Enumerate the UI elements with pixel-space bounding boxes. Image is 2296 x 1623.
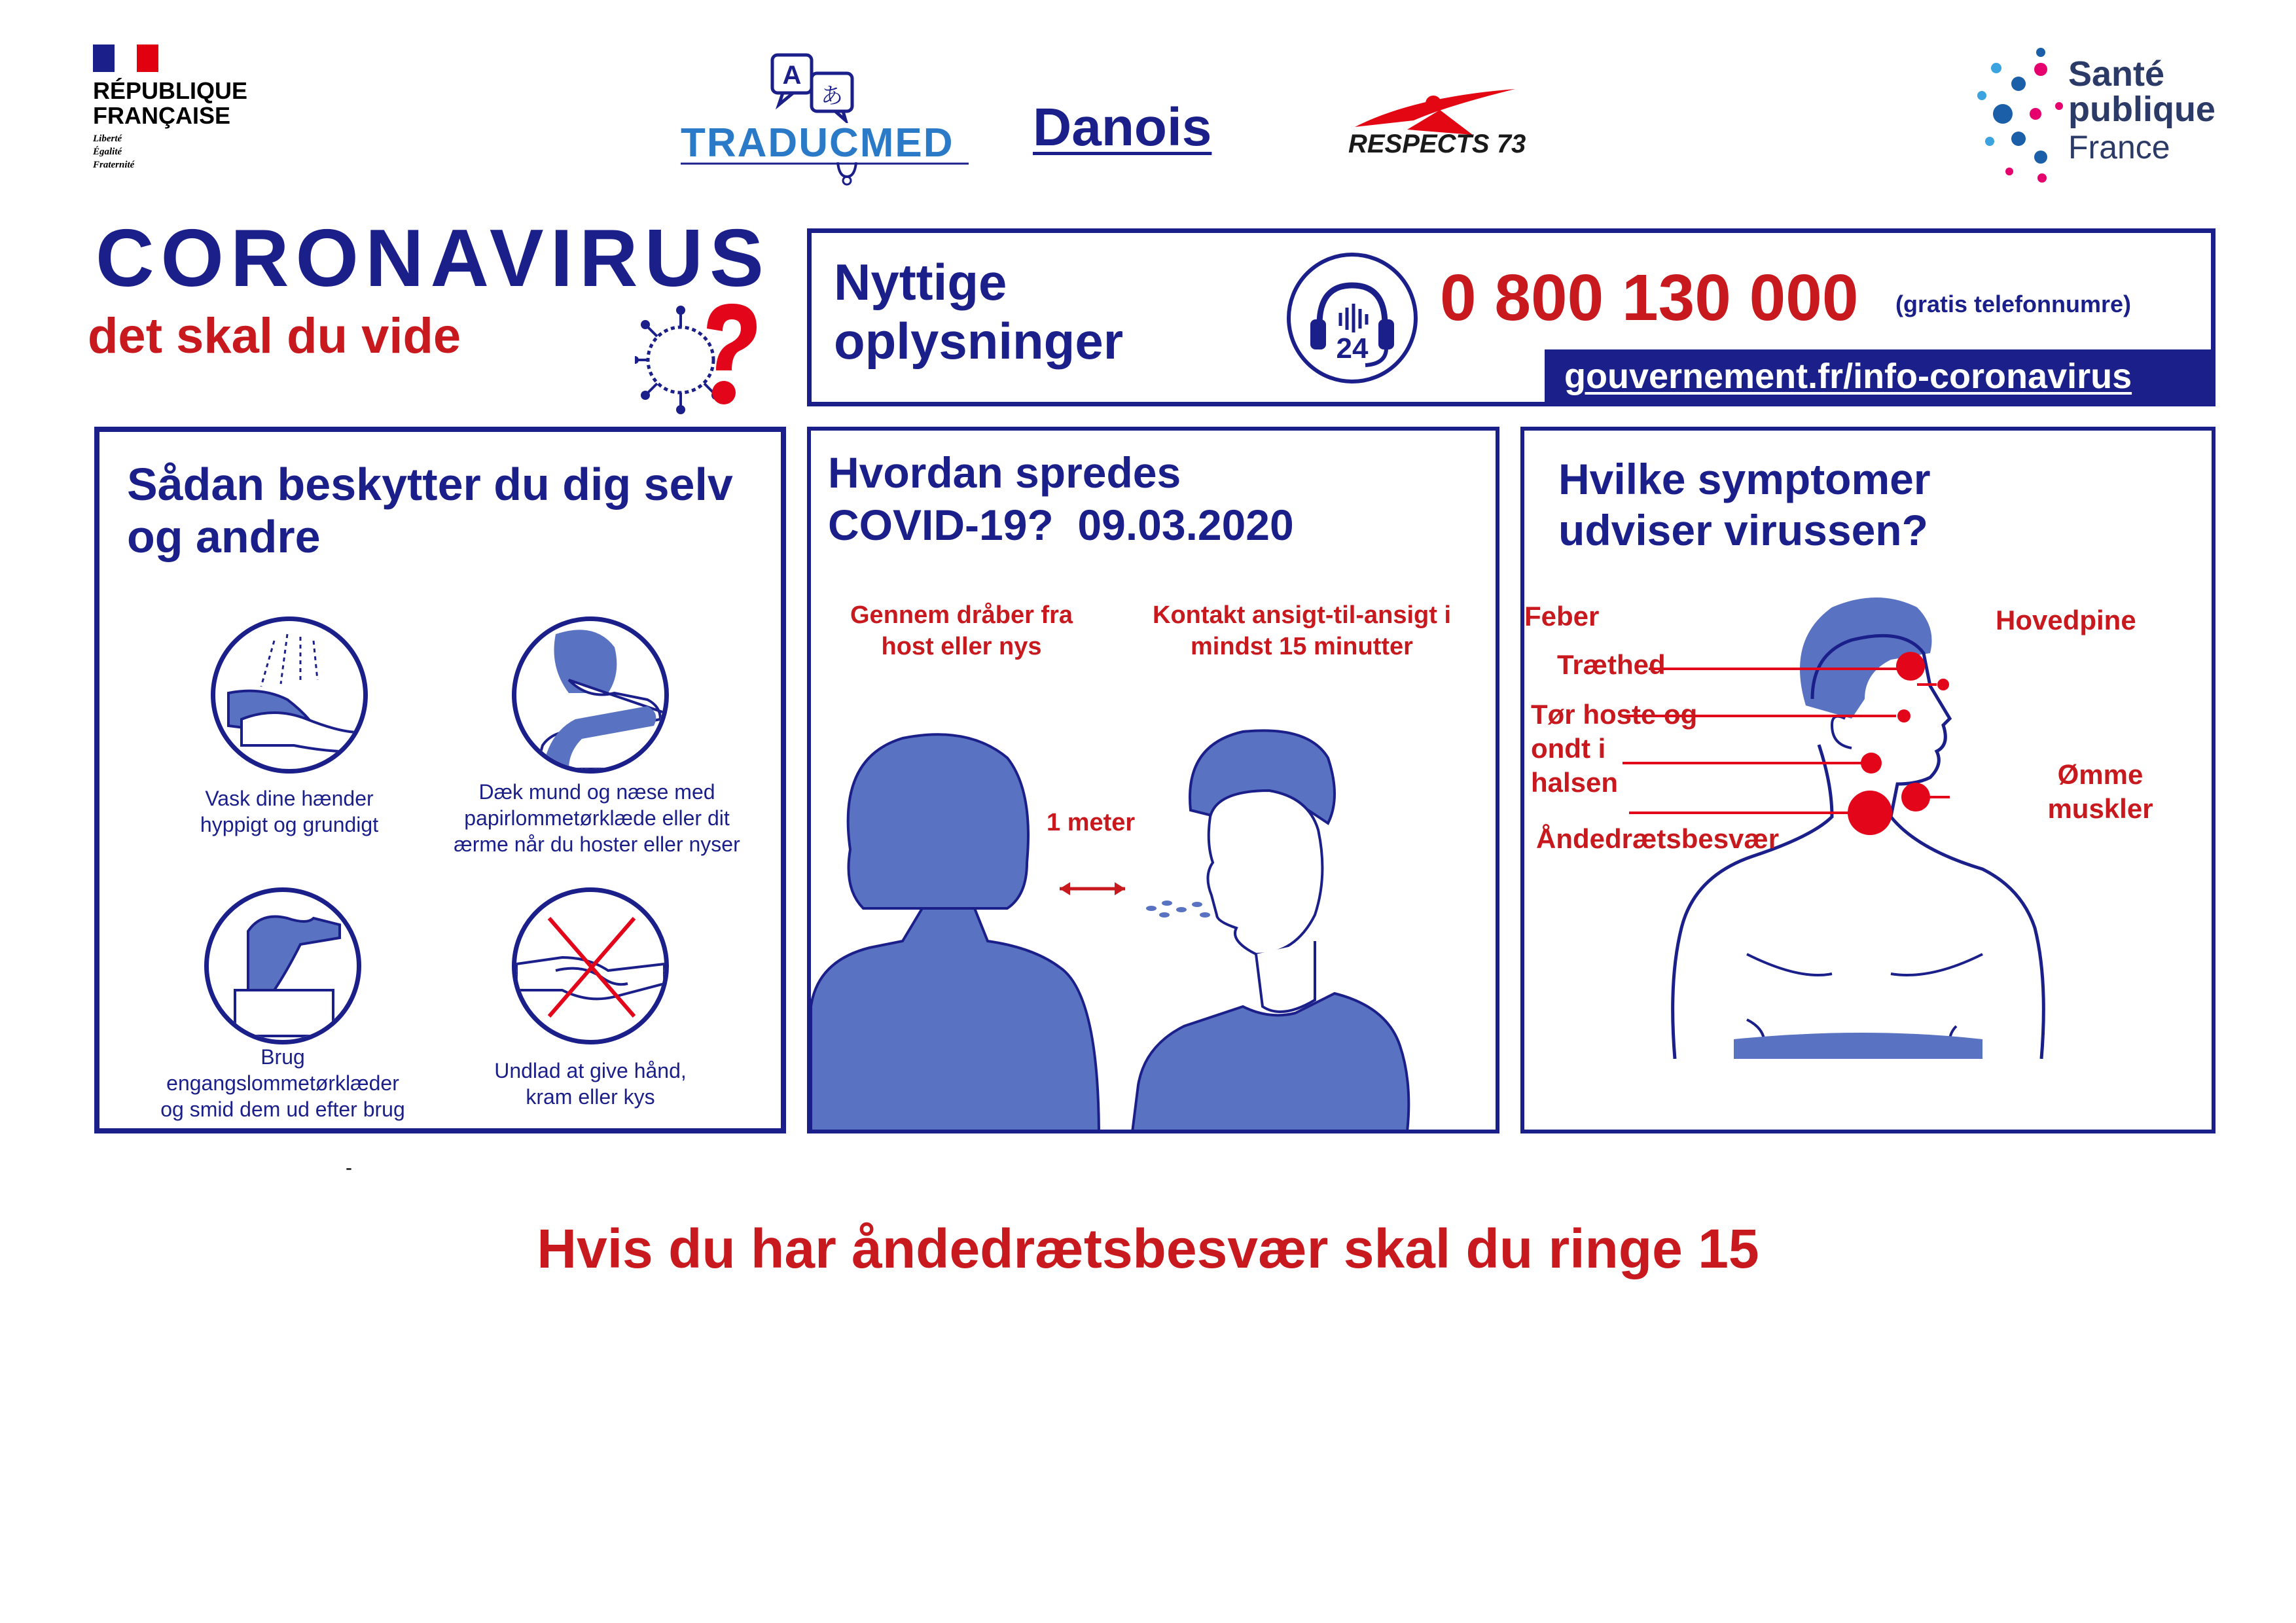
protect-item-2-line2: papirlommetørklæde eller dit: [464, 806, 730, 830]
republique-line2: FRANÇAISE: [93, 102, 231, 129]
emergency-warning: Hvis du har åndedrætsbesvær skal du ringe 15: [537, 1218, 1759, 1279]
protect-item-1-text: [139, 785, 440, 838]
protect-item-3-line2: engangslommetørklæder: [166, 1071, 399, 1095]
traducmed-logo: [681, 51, 969, 188]
spread-title-line2: COVID-19? 09.03.2020: [828, 501, 1294, 549]
two-people-illustration: [811, 679, 1496, 1133]
droplets-line1: Gennem dråber fra: [850, 601, 1073, 629]
symptom-headache: Hovedpine: [1996, 605, 2136, 635]
info-box: [807, 228, 2215, 406]
coronavirus-title: CORONAVIRUS: [96, 213, 770, 304]
symptom-cough-line1: Tør hoste og: [1531, 699, 1698, 730]
protect-item-2-line3: ærme når du hoster eller nyser: [454, 832, 740, 856]
language-label: Danois: [1033, 98, 1212, 157]
svg-text:A: A: [782, 61, 802, 90]
protect-item-4-text: [446, 1058, 734, 1110]
protect-item-4-line1: Undlad at give hånd,: [494, 1059, 687, 1082]
dots-network-icon: [1970, 43, 2068, 187]
contact-line2: mindst 15 minutter: [1191, 633, 1413, 660]
protect-item-2-line1: Dæk mund og næse med: [478, 780, 715, 804]
stethoscope-icon: [681, 160, 969, 186]
svg-text:あ: あ: [821, 83, 843, 109]
protect-item-2-text: [427, 779, 767, 857]
tissue-bin-icon: [204, 887, 361, 1044]
running-figure-icon: [1335, 84, 1590, 136]
protect-item-3-line3: og smid dem ud efter brug: [160, 1097, 405, 1121]
subtitle: det skal du vide: [88, 308, 461, 364]
traducmed-wordmark: TRADUCMED: [681, 120, 954, 166]
info-url-banner[interactable]: [1545, 349, 2215, 406]
symptom-muscle-line1: Ømme: [2057, 759, 2144, 790]
symptom-muscle: [2028, 758, 2172, 826]
protect-title-line1: Sådan beskytter du dig selv: [127, 459, 733, 510]
virus-question-icon: [635, 294, 766, 425]
info-url[interactable]: gouvernement.fr/info-coronavirus: [1564, 357, 2132, 396]
handwash-icon: [211, 616, 368, 774]
symptoms-panel: [1520, 427, 2215, 1133]
contact-line1: Kontakt ansigt-til-ansigt i: [1153, 601, 1451, 629]
phone-number[interactable]: 0 800 130 000: [1440, 261, 1859, 334]
sante-line3: France: [2068, 129, 2170, 166]
info-title-line2: oplysninger: [834, 312, 1124, 370]
symptom-cough: [1531, 698, 1697, 800]
translation-bubbles-icon: [681, 51, 969, 123]
info-title-line1: Nyttige: [834, 253, 1007, 311]
protect-title-line2: og andre: [127, 511, 321, 562]
no-handshake-icon: [512, 887, 669, 1044]
protect-item-4-line2: kram eller kys: [526, 1085, 655, 1109]
distance-label: 1 meter: [1047, 809, 1136, 836]
protect-item-1-line1: Vask dine hænder: [205, 787, 374, 810]
droplets-line2: host eller nys: [881, 633, 1042, 660]
respects73-wordmark: RESPECTS 73: [1348, 130, 1526, 158]
republique-line1: RÉPUBLIQUE: [93, 77, 248, 104]
motto-liberte: Liberté: [93, 134, 122, 144]
respects73-logo: [1335, 84, 1590, 169]
symptom-fever: Feber: [1524, 601, 1600, 632]
spread-panel: [807, 427, 1499, 1133]
symptoms-title-line1: Hvilke symptomer: [1558, 455, 1931, 503]
hotline-24h-icon: [1287, 253, 1418, 383]
republique-francaise-logo: [93, 45, 263, 188]
sante-line2: publique: [2068, 90, 2215, 129]
spread-title-line1: Hvordan spredes: [828, 448, 1181, 497]
motto-fraternite: Fraternité: [93, 160, 135, 170]
symptoms-title-line2: udviser virussen?: [1558, 506, 1928, 554]
stray-dash: -: [346, 1157, 352, 1179]
protect-item-3-line1: Brug: [260, 1045, 305, 1069]
symptom-cough-line2: ondt i: [1531, 733, 1606, 764]
symptom-cough-line3: halsen: [1531, 767, 1619, 798]
symptom-muscle-line2: muskler: [2047, 793, 2153, 824]
contact-text: [1119, 599, 1485, 662]
flag-icon: [93, 45, 158, 72]
symptom-breathing: Åndedrætsbesvær: [1536, 823, 1780, 854]
phone-note: (gratis telefonnumre): [1895, 291, 2132, 317]
symptom-fatigue: Træthed: [1557, 649, 1666, 680]
droplets-text: [824, 599, 1099, 662]
sante-line1: Santé: [2068, 54, 2165, 94]
motto-egalite: Égalité: [93, 147, 122, 157]
hotline-hours: 24: [1336, 332, 1369, 365]
cough-elbow-icon: [512, 616, 669, 774]
protect-item-3-text: [126, 1044, 440, 1122]
protect-panel: [94, 427, 786, 1133]
sante-publique-logo: [1970, 43, 2232, 187]
protect-item-1-line2: hyppigt og grundigt: [200, 813, 379, 836]
